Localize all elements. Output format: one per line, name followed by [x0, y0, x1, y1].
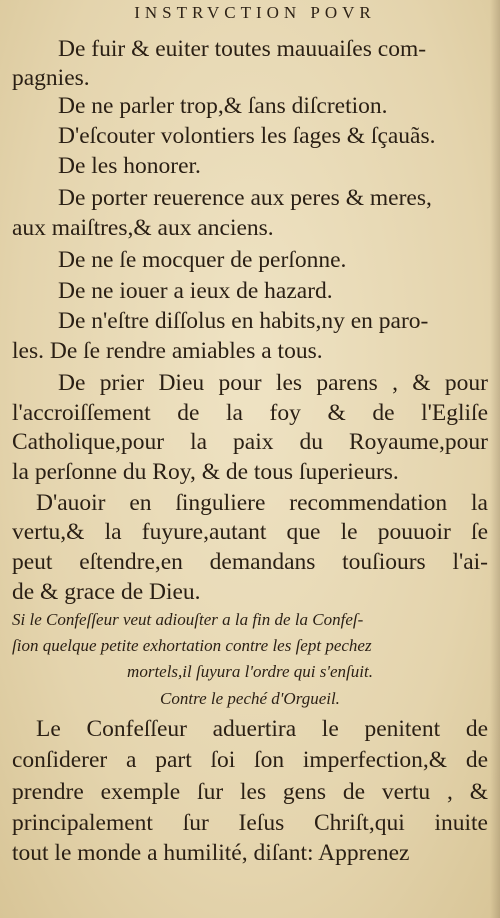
text-line: De porter reuerence aux peres & meres,: [58, 185, 432, 211]
text-line: De les honorer.: [58, 153, 201, 179]
text-line: D'eſcouter volontiers les ſages & ſçauãs.: [58, 123, 436, 149]
italic-rubric-line: Si le Confeſſeur veut adiouſter a la fin de la Confeſ-: [12, 610, 364, 629]
text-line: De fuir & euiter toutes mauuaiſes com-: [58, 36, 427, 62]
text-line: D'auoir en ſinguliere recommendation la: [36, 490, 488, 516]
text-line: tout le monde a humilité, diſant: Apprenez: [12, 840, 410, 866]
text-line: de & grace de Dieu.: [12, 579, 201, 605]
text-line: l'accroiſſement de la foy & de l'Egliſe: [12, 400, 488, 426]
text-line: la perſonne du Roy, & de tous ſuperieurs.: [12, 459, 399, 485]
text-line: aux maiſtres,& aux anciens.: [12, 215, 274, 241]
text-line: Le Confeſſeur aduertira le penitent de: [36, 716, 488, 742]
text-line: vertu,& la fuyure,autant que le pouuoir ſe: [12, 519, 488, 545]
running-title: INSTRVCTION POVR: [134, 3, 376, 22]
text-line: les. De ſe rendre amiables a tous.: [12, 338, 323, 364]
text-line: Catholique,pour la paix du Royaume,pour: [12, 429, 488, 455]
text-line: De n'eſtre diſſolus en habits,ny en paro-: [58, 308, 429, 334]
text-line: De ne ſe mocquer de perſonne.: [58, 247, 347, 273]
text-line: peut eſtendre,en demandans touſiours l'ai-: [12, 549, 488, 575]
section-heading: Contre le peché d'Orgueil.: [160, 689, 340, 708]
text-line: De prier Dieu pour les parens , & pour: [58, 370, 488, 396]
text-line: pagnies.: [12, 65, 90, 91]
text-line: De ne parler trop,& ſans diſcretion.: [58, 93, 388, 119]
text-line: De ne iouer a ieux de hazard.: [58, 278, 333, 304]
italic-rubric-line: ſion quelque petite exhortation contre les ſept pechez: [12, 636, 372, 655]
italic-rubric-line: mortels,il ſuyura l'ordre qui s'enſuit.: [127, 662, 373, 681]
text-line: principalement ſur Ieſus Chriſt,qui inuite: [12, 810, 488, 836]
page-edge-shadow: [490, 0, 500, 918]
text-line: conſiderer a part ſoi ſon imperfection,& de: [12, 747, 488, 773]
text-line: prendre exemple ſur les gens de vertu , &: [12, 779, 488, 805]
